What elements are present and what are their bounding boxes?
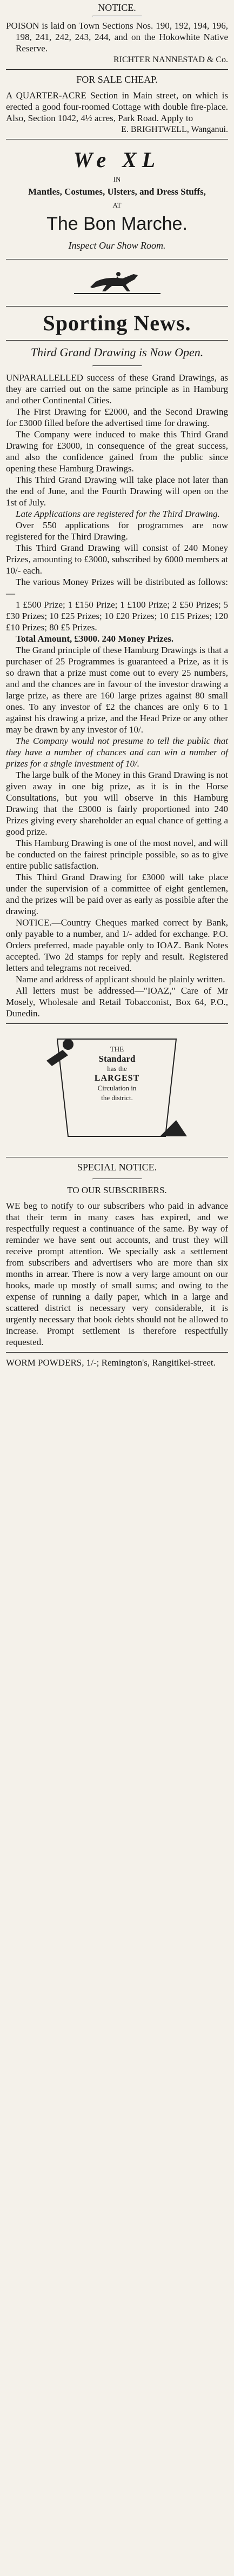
for-sale-body: A QUARTER-ACRE Section in Main street, on which is erected a good four-roomed Cottage with double fire-place. Also, Section 1042, 4½ acres, Park Road. Apply to bbox=[6, 90, 228, 123]
sporting-para-4: This Third Grand Drawing will take place not later than the end of June, and the Fourth Drawing will open on the 1st of July. bbox=[6, 475, 228, 508]
racehorse-icon bbox=[74, 267, 161, 299]
divider bbox=[6, 1352, 228, 1353]
divider bbox=[6, 1023, 228, 1024]
invite-line: Inspect Our Show Room. bbox=[68, 240, 166, 251]
sporting-subtitle: Third Grand Drawing is Now Open. bbox=[30, 345, 204, 359]
has-the-label: has the bbox=[107, 1064, 127, 1073]
we-xl-heading: We XL bbox=[73, 148, 161, 172]
sporting-address: All letters must be addressed—"IOAZ," Care of Mr Mosely, Wholesale and Retail Tobacconist, Box 64, P.O., Dunedin. bbox=[6, 986, 228, 1019]
divider bbox=[6, 340, 228, 341]
divider bbox=[92, 1179, 142, 1180]
sporting-notice: NOTICE.—Country Cheques marked correct by Bank, only payable to a number, and 1/- added for exchange. P.O. Orders preferred, made payable only to IOAZ. Bank Notes accepted. Two 2d stamps for reply and result. Registered letters and telegrams not received. bbox=[6, 917, 228, 973]
worm-powders-ad: WORM POWDERS, 1/-; Remington's, Rangitikei-street. bbox=[6, 1357, 216, 1368]
sporting-news-ad bbox=[6, 264, 228, 1019]
sporting-para-15: Name and address of applicant should be plainly written. bbox=[16, 974, 225, 984]
standard-name: Standard bbox=[98, 1054, 136, 1064]
the-label: THE bbox=[110, 1045, 124, 1053]
special-notice-body: WE beg to notify to our subscribers who paid in advance that their term in many cases has expired, and we respectfully request a continuance of the same. By way of reminder we have sent out accounts, and trust they will receive prompt attention. We specially ask a settlement from subscribers and advertisers who are more than six months in arrear. There is now a very large amount on our books, made up mostly of small sums; and owing to the expense of running a daily paper, which in a large and scattered district is necessary very considerable, it is urgently necessary that book debts should not be allowed to increase. Prompt settlement is therefore respectfully requested. bbox=[6, 1201, 228, 1347]
sporting-paragraphs bbox=[6, 372, 228, 1019]
standard-circulation-ad bbox=[6, 1028, 228, 1153]
notice-ad bbox=[6, 2, 228, 65]
divider bbox=[92, 16, 142, 17]
notice-title: NOTICE. bbox=[98, 2, 136, 13]
goods-list: Mantles, Costumes, Ulsters, and Dress Stuffs, bbox=[28, 187, 206, 197]
prize-list: 1 £500 Prize; 1 £150 Prize; 1 £100 Prize; 2 £50 Prizes; 5 £30 Prizes; 10 £25 Prizes; 10 £20 Prizes; 10 £15 Prizes; 120 £10 Prizes; 80 £5 Prizes. bbox=[6, 600, 228, 633]
for-sale-signature: E. BRIGHTWELL, Wanganui. bbox=[121, 125, 228, 134]
store-name: The Bon Marche. bbox=[46, 214, 188, 234]
special-notice-title: SPECIAL NOTICE. bbox=[77, 1162, 157, 1173]
circulation-label: Circulation in bbox=[97, 1084, 137, 1092]
notice-signature: RICHTER NANNESTAD & Co. bbox=[113, 55, 228, 64]
sporting-para-3: The Company were induced to make this Third Grand Drawing for £3000, in consequence of the great success, and also the confidence gained from the public since opening these Hamburg Drawings. bbox=[6, 429, 228, 474]
at-label: AT bbox=[112, 201, 122, 209]
sporting-para-10: The Company would not presume to tell the public that they have a number of chances and can win a number of prizes for a single investment of 10/. bbox=[6, 736, 228, 769]
horse-banner-illustration bbox=[6, 264, 228, 302]
subscribers-heading: TO OUR SUBSCRIBERS. bbox=[67, 1185, 167, 1195]
divider bbox=[6, 69, 228, 70]
for-sale-title: FOR SALE CHEAP. bbox=[76, 74, 158, 85]
divider bbox=[92, 365, 142, 367]
sporting-para-9: The Grand principle of these Hamburg Drawings is that a purchaser of 25 Programmes is guaranteed a Prize, as it is so drawn that a prize must come out to every 25 numbers, and and the chances are in favour of the investor drawing a large prize, as there are 160 large prizes against 80 small ones. To any investor of £2 the chances are only 6 to 1 against his drawing a prize, and the Head Prize or any other may be drawn by any investor of 10/. bbox=[6, 645, 228, 735]
sporting-para-13: This Third Grand Drawing for £3000 will take place under the supervision of a committee of eight gentlemen, and the prizes will be paid over as early as possible after the drawing. bbox=[6, 872, 228, 916]
district-label: the district. bbox=[101, 1094, 133, 1102]
newspaper-column bbox=[6, 0, 228, 1368]
in-label: IN bbox=[113, 175, 121, 183]
sporting-para-7: This Third Grand Drawing will consist of 240 Money Prizes, amounting to £3000, subscribed by 6000 members at 10/- each. bbox=[6, 543, 228, 576]
sporting-para-6: Over 550 applications for programmes are now registered for the Third Drawing. bbox=[6, 520, 228, 542]
sporting-para-2: The First Drawing for £2000, and the Second Drawing for £3000 filled before the advertised time for drawing. bbox=[6, 407, 228, 428]
sporting-para-5: Late Applications are registered for the Third Drawing. bbox=[16, 509, 220, 519]
sporting-para-8: The various Money Prizes will be distributed as follows:— bbox=[6, 577, 228, 598]
sporting-para-1: UNPARALLELLED success of these Grand Drawings, as they are carried out on the same principle as in Hamburg and other Continental Cities. bbox=[6, 372, 228, 405]
for-sale-ad bbox=[6, 74, 228, 135]
standard-ad-text bbox=[6, 1028, 228, 1103]
notice-body: POISON is laid on Town Sections Nos. 190, 192, 194, 196, 198, 241, 242, 243, 244, and on the Hokowhite Native Reserve. bbox=[6, 21, 228, 54]
bon-marche-ad bbox=[6, 144, 228, 255]
sporting-para-12: This Hamburg Drawing is one of the most novel, and will be conducted on the fairest principle possible, so as to give entire public satisfaction. bbox=[6, 838, 228, 871]
sporting-para-11: The large bulk of the Money in this Grand Drawing is not given away in one big prize, as it is in the Horse Consultations, but you will observe in this Hamburg Drawing that the £3000 is fairly proportioned into 240 Prizes giving every shareholder an equal chance of getting a good prize. bbox=[6, 770, 228, 837]
prize-total: Total Amount, £3000. 240 Money Prizes. bbox=[16, 634, 174, 644]
sporting-title: Sporting News. bbox=[43, 311, 191, 335]
divider bbox=[6, 306, 228, 307]
special-notice-ad bbox=[6, 1162, 228, 1348]
largest-label: LARGEST bbox=[94, 1074, 140, 1083]
